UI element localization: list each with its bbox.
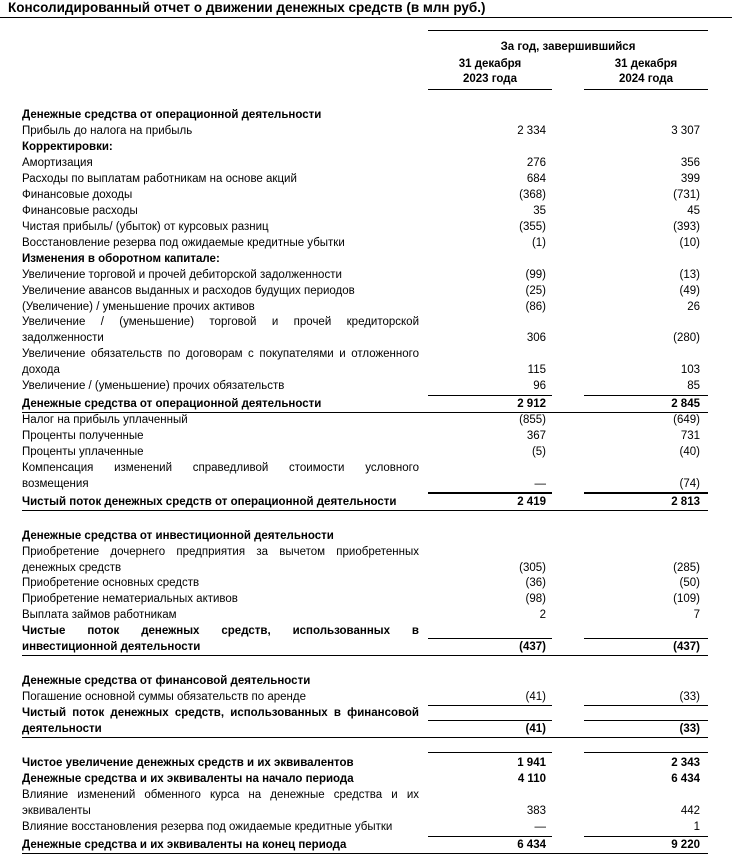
value-2024: (13): [679, 269, 700, 281]
value-2024: 45: [687, 205, 700, 217]
value-2024: (33): [679, 691, 700, 703]
column-header-2024-date: 31 декабря: [614, 58, 678, 70]
value-2023: (98): [525, 593, 546, 605]
row-label: Выплата займов работникам: [22, 609, 177, 621]
total-bottom-rule-row: [22, 655, 708, 656]
value-2024: (437): [673, 641, 700, 653]
column-header-2023-year: 2023 года: [463, 73, 517, 85]
value-2024: (393): [673, 221, 700, 233]
row-label: Влияние восстановления резерва под ожидаемые кредитные убытки: [22, 821, 393, 833]
value-2024: 2 343: [671, 757, 700, 769]
value-2023: —: [534, 478, 546, 490]
total-top-rule-2023: [428, 720, 552, 721]
total-top-rule-2024: [584, 395, 708, 396]
row-label: Денежные средства от операционной деятельности: [22, 109, 322, 121]
value-2023: 2: [539, 609, 546, 621]
row-label: Расходы по выплатам работникам на основе акций: [22, 173, 297, 185]
row-label: Финансовые расходы: [22, 205, 138, 217]
period-header: За год, завершившийся: [500, 41, 636, 53]
value-2023: (437): [519, 641, 546, 653]
row-label-line1: Увеличение / (уменьшение) торговой и прочей кредиторской: [22, 316, 419, 328]
value-2024: 9 220: [671, 839, 700, 851]
column-header-2024-year: 2024 года: [619, 73, 673, 85]
row-label: Изменения в оборотном капитале:: [22, 253, 220, 265]
value-2023: 2 419: [517, 496, 546, 508]
value-2024: 103: [680, 364, 700, 376]
total-top-rule-2024: [584, 493, 708, 494]
row-label: Чистое увеличение денежных средств и их эквивалентов: [22, 757, 354, 769]
value-2024: 1: [693, 821, 700, 833]
total-bottom-rule-row: [22, 853, 708, 854]
total-top-rule-2023: [428, 493, 552, 494]
value-2023: 306: [526, 332, 546, 344]
value-2023: (41): [525, 691, 546, 703]
value-2023: (5): [531, 446, 546, 458]
row-label: деятельности: [22, 723, 102, 735]
row-label: Корректировки:: [22, 141, 113, 153]
row-label: Денежные средства и их эквиваленты на начало периода: [22, 773, 354, 785]
value-underline-2024: [584, 705, 708, 706]
row-label: дохода: [22, 364, 60, 376]
row-label: Погашение основной суммы обязательств по аренде: [22, 691, 307, 703]
row-label: Восстановление резерва под ожидаемые кредитные убытки: [22, 237, 345, 249]
value-2023: 2 912: [517, 398, 546, 410]
row-label: Денежные средства от финансовой деятельности: [22, 675, 311, 687]
row-label-line1: Чистый поток денежных средств, использованных в финансовой: [22, 707, 419, 719]
value-2024: (49): [679, 285, 700, 297]
value-2024: 7: [693, 609, 700, 621]
total-top-rule-2024: [584, 720, 708, 721]
total-top-rule-2024: [584, 638, 708, 639]
row-label-line1: Влияние изменений обменного курса на денежные средства и их: [22, 789, 419, 801]
row-label: Денежные средства от инвестиционной деятельности: [22, 530, 334, 542]
value-2023: 4 110: [517, 773, 546, 785]
value-2023: (99): [525, 269, 546, 281]
value-2023: 367: [526, 430, 546, 442]
value-2023: (41): [525, 723, 546, 735]
value-2023: (368): [519, 189, 546, 201]
value-2023: (305): [519, 562, 546, 574]
row-label: денежных средств: [22, 562, 122, 574]
value-2024: 3 307: [671, 125, 700, 137]
total-bottom-rule-row: [22, 737, 708, 738]
row-label-line1: Увеличение обязательств по договорам с покупателями и отложенного: [22, 348, 419, 360]
value-2023: 383: [526, 805, 546, 817]
value-2024: 85: [687, 380, 700, 392]
value-2024: (280): [673, 332, 700, 344]
subtotal-top-rule-2023: [428, 752, 552, 753]
value-2023: 1 941: [517, 757, 546, 769]
total-top-rule-2024: [584, 836, 708, 837]
row-label: Амортизация: [22, 157, 93, 169]
total-top-rule-2023: [428, 836, 552, 837]
value-2024: (731): [673, 189, 700, 201]
total-top-rule-2023: [428, 638, 552, 639]
row-label: Финансовые доходы: [22, 189, 133, 201]
row-label: Денежные средства от операционной деятельности: [22, 398, 322, 410]
row-label: Чистая прибыль/ (убыток) от курсовых разниц: [22, 221, 269, 233]
value-2024: (285): [673, 562, 700, 574]
subtotal-top-rule-2024: [584, 752, 708, 753]
value-2023: 276: [526, 157, 546, 169]
page-title: Консолидированный отчет о движении денежных средств (в млн руб.): [8, 0, 486, 15]
value-2024: 442: [680, 805, 700, 817]
row-label: Увеличение / (уменьшение) прочих обязательств: [22, 380, 285, 392]
value-2024: 26: [687, 301, 700, 313]
value-2024: 2 813: [671, 496, 700, 508]
value-2023: 96: [533, 380, 546, 392]
row-label: Проценты полученные: [22, 430, 144, 442]
total-bottom-rule-row: [22, 510, 708, 511]
value-2023: (86): [525, 301, 546, 313]
value-2023: —: [534, 821, 546, 833]
row-label: Денежные средства и их эквиваленты на конец периода: [22, 839, 347, 851]
value-2024: (33): [679, 723, 700, 735]
value-2024: (50): [679, 577, 700, 589]
value-2023: (355): [519, 221, 546, 233]
column-header-2023-date: 31 декабря: [458, 58, 522, 70]
value-2024: (649): [673, 414, 700, 426]
row-label: Увеличение авансов выданных и расходов будущих периодов: [22, 285, 355, 297]
value-2023: 6 434: [517, 839, 546, 851]
row-label: задолженности: [22, 332, 104, 344]
value-2024: 6 434: [671, 773, 700, 785]
row-label: инвестиционной деятельности: [22, 641, 201, 653]
row-label: эквиваленты: [22, 805, 91, 817]
value-2023: (36): [525, 577, 546, 589]
row-label: Налог на прибыль уплаченный: [22, 414, 188, 426]
row-label: Проценты уплаченные: [22, 446, 144, 458]
total-top-rule-2023: [428, 395, 552, 396]
value-2023: (855): [519, 414, 546, 426]
row-label: Приобретение нематериальных активов: [22, 593, 238, 605]
value-2024: (74): [679, 478, 700, 490]
row-label: Прибыль до налога на прибыль: [22, 125, 193, 137]
row-label-line1: Компенсация изменений справедливой стоимости условного: [22, 462, 419, 474]
row-label: (Увеличение) / уменьшение прочих активов: [22, 301, 255, 313]
value-2023: 115: [527, 364, 546, 376]
value-2024: (109): [673, 593, 700, 605]
row-label: Приобретение основных средств: [22, 577, 200, 589]
row-label: Чистый поток денежных средств от операционной деятельности: [22, 496, 397, 508]
row-label: Увеличение торговой и прочей дебиторской задолженности: [22, 269, 342, 281]
value-2023: 2 334: [517, 125, 546, 137]
value-2024: 731: [680, 430, 700, 442]
value-2024: (10): [679, 237, 700, 249]
value-underline-2023: [428, 705, 552, 706]
row-label-line1: Приобретение дочернего предприятия за вычетом приобретенных: [22, 546, 419, 558]
value-2023: (1): [531, 237, 546, 249]
row-label: возмещения: [22, 478, 89, 490]
value-2023: (25): [525, 285, 546, 297]
value-2024: (40): [679, 446, 700, 458]
value-2024: 2 845: [671, 398, 700, 410]
value-2024: 399: [680, 173, 700, 185]
row-label-line1: Чистые поток денежных средств, использованных в: [22, 625, 419, 637]
value-2024: 356: [680, 157, 700, 169]
value-2023: 684: [526, 173, 546, 185]
value-2023: 35: [533, 205, 546, 217]
